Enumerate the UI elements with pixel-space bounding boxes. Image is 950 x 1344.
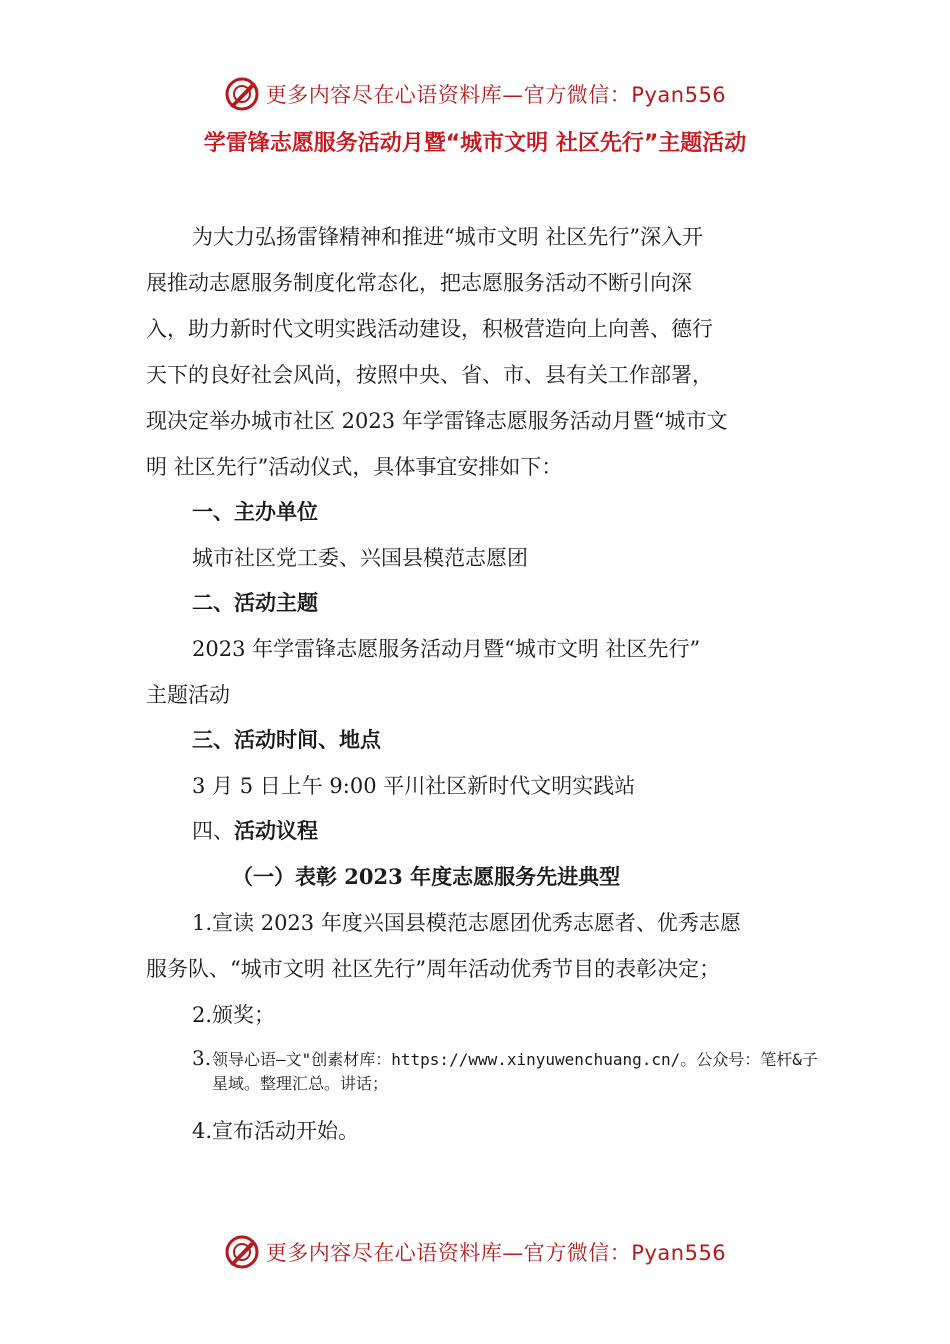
agenda-subheading: （一）表彰 2023 年度志愿服务先进典型 — [232, 864, 621, 889]
intro-line: 天下的良好社会风尚，按照中央、省、市、县有关工作部署， — [146, 363, 713, 387]
agenda-item-3 — [146, 1046, 818, 1096]
agenda-item-4: 4.宣布活动开始。 — [192, 1119, 360, 1143]
section-heading-organizer: 一、主办单位 — [192, 500, 318, 524]
agenda-prefix: 四、 — [192, 819, 234, 843]
section-heading-time-place: 三、活动时间、地点 — [192, 728, 381, 752]
banner-text: 更多内容尽在心语资料库—官方微信：Pyan556 — [265, 1241, 727, 1265]
document-title: 学雷锋志愿服务活动月暨“城市文明 社区先行”主题活动 — [203, 131, 747, 156]
pen-circle-logo-icon — [224, 1234, 260, 1270]
agenda-item-1-line: 服务队、“城市文明 社区先行”周年活动优秀节目的表彰决定； — [146, 957, 721, 981]
agenda-item-1-line: 1.宣读 2023 年度兴国县模范志愿团优秀志愿者、优秀志愿 — [192, 911, 741, 935]
intro-line: 入，助力新时代文明实践活动建设，积极营造向上向善、德行 — [146, 317, 713, 341]
time-place-text: 3 月 5 日上午 9:00 平川社区新时代文明实践站 — [192, 774, 636, 798]
theme-line: 主题活动 — [146, 683, 230, 707]
agenda-item-1 — [146, 900, 814, 992]
header-watermark-banner — [0, 72, 950, 116]
theme-paragraph — [146, 626, 814, 718]
theme-line: 2023 年学雷锋志愿服务活动月暨“城市文明 社区先行” — [192, 637, 701, 661]
agenda-item-3-line: 星域。整理汇总。讲话； — [212, 1074, 389, 1093]
footer-watermark-banner — [0, 1230, 950, 1274]
section-heading-theme: 二、活动主题 — [192, 591, 318, 615]
agenda-item-3-number: 3. — [192, 1046, 212, 1070]
agenda-item-3-line: 领导心语—文"创素材库：https://www.xinyuwenchuang.cn/。公众号：笔杆&子 — [212, 1050, 818, 1069]
agenda-item-2: 2.颁奖； — [192, 1003, 276, 1027]
intro-line: 现决定举办城市社区 2023 年学雷锋志愿服务活动月暨“城市文 — [146, 409, 728, 433]
agenda-heading-text: 活动议程 — [234, 819, 318, 843]
banner-text: 更多内容尽在心语资料库—官方微信：Pyan556 — [265, 83, 727, 107]
intro-line: 为大力弘扬雷锋精神和推进“城市文明 社区先行”深入开 — [192, 225, 704, 249]
intro-line: 明 社区先行”活动仪式，具体事宜安排如下： — [146, 455, 563, 479]
intro-paragraph — [146, 214, 814, 490]
section-heading-agenda — [146, 809, 814, 854]
intro-line: 展推动志愿服务制度化常态化，把志愿服务活动不断引向深 — [146, 271, 692, 295]
organizer-text: 城市社区党工委、兴国县模范志愿团 — [192, 546, 528, 570]
pen-circle-logo-icon — [224, 76, 260, 112]
agenda-item-3-text — [192, 1048, 818, 1096]
document-body — [146, 214, 818, 1154]
